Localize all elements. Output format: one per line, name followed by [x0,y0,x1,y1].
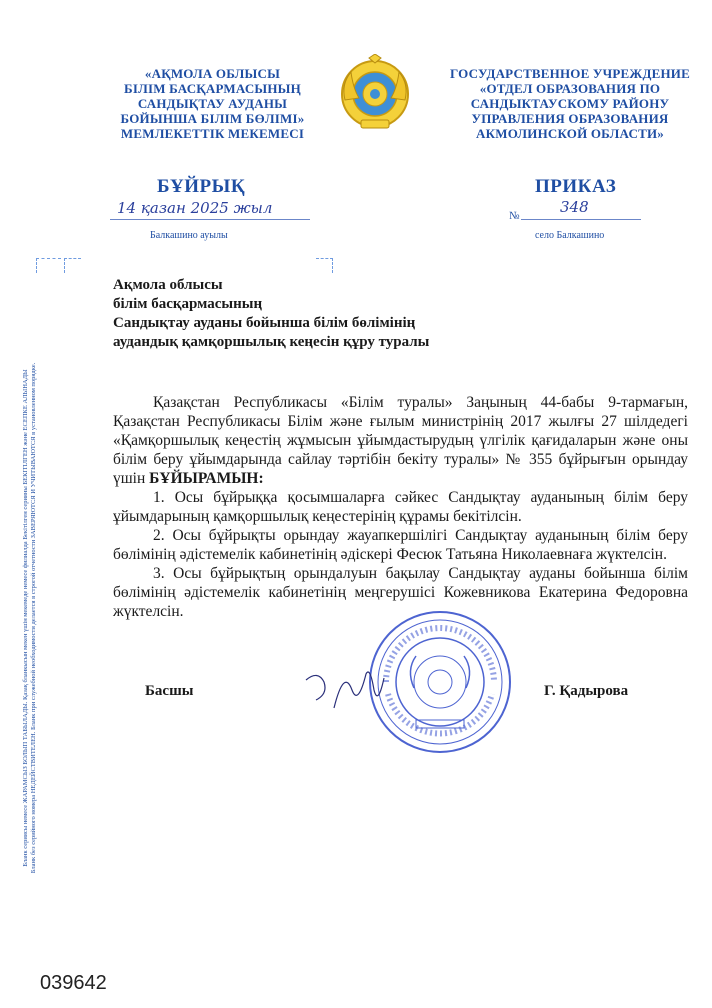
side-note-line: Бланк без серийного номера НЕДЕЙСТВИТЕЛЕН. Бланк при служебной необходимости делается в строгой отчетности ЗАВЕРЯЮТСЯ И УЧИТЫВАЮТСЯ в установленном порядке. [30,362,37,874]
date-underline [110,219,310,220]
corner-mark [64,258,81,273]
corner-mark [36,258,61,273]
corner-mark [316,258,333,273]
header-ru-line: «ОТДЕЛ ОБРАЗОВАНИЯ ПО [479,81,661,96]
order-item: 1. Осы бұйрыққа қосымшаларға сәйкес Сандықтау ауданының білім беру ұйымдарының қамқоршылық кеңестерінің құрамы бекітілсін. [113,489,688,525]
number-underline [521,219,641,220]
blank-side-note [22,298,38,938]
place-kz: Балкашино ауылы [150,230,228,241]
preamble-paragraph [113,393,688,488]
subject-line: аудандық қамқоршылық кеңесін құру туралы [113,334,430,350]
preamble-text: Қазақстан Республикасы «Білім туралы» Заңының 44-бабы 9-тармағын, Қазақстан Республикасы Білім және ғылым министрінің 2017 жылғы 27 шілдедегі «Қамқоршылық кеңестің жұмысын ұйымдастырудың үлгілік қағидаларын және оны білім беру ұйымдарында сайлау тәртібін бекіту туралы» № 355 бұйрығын орындау үшін [113,394,688,487]
number-prefix: № [509,210,520,222]
subject-line: Ақмола облысы [113,277,223,293]
header-kz-line: БОЙЫНША БІЛІМ БӨЛІМІ» [120,111,305,126]
order-item: 3. Осы бұйрықтың орындалуын бақылау Сандықтау ауданы бойынша білім бөлімінің әдістемелік кабинетінің меңгерушісі Кожевникова Екатерина Федоровна жүктелсін. [113,565,688,620]
header-ru-line: УПРАВЛЕНИЯ ОБРАЗОВАНИЯ [471,111,669,126]
order-title-kz: БҰЙРЫҚ [157,176,246,197]
order-number: 348 [560,198,589,216]
blank-serial-number: 039642 [40,972,107,994]
header-kz-line: БІЛІМ БАСҚАРМАСЫНЫҢ [124,81,301,96]
header-kz-line: МЕМЛЕКЕТТІК МЕКЕМЕСІ [120,126,305,141]
signatory-position: Басшы [145,683,194,699]
order-body [113,393,688,621]
order-word: БҰЙЫРАМЫН: [149,470,264,487]
order-subject [113,276,429,352]
subject-line: Сандықтау ауданы бойынша білім бөлімінің [113,315,416,331]
header-ru-line: САНДЫКТАУСКОМУ РАЙОНУ [470,96,670,111]
side-note-line: Бланк сериясы немесе ЖАРАМСЫЗ БОЛЫП ТАБЫЛАДЫ. Қазақ бланкысын мекен үшін мекемеде немесе филиалда Бекітілген серияны БЕКІТІЛГЕН және ЕСЕПКЕ АЛЫНАДЫ [22,369,29,867]
state-emblem-icon [339,54,411,136]
header-ru-line: ГОСУДАРСТВЕННОЕ УЧРЕЖДЕНИЕ [449,66,690,81]
header-ru [440,66,700,141]
subject-line: білім басқармасының [113,296,263,312]
order-title-ru: ПРИКАЗ [535,176,617,197]
header-kz-line: САНДЫҚТАУ АУДАНЫ [137,96,288,111]
order-date: 14 қазан 2025 жыл [117,199,273,217]
order-item: 2. Осы бұйрықты орындау жауапкершілігі Сандықтау ауданының білім беру бөлімінің әдістемелік кабинетінің әдіскері Фесюк Татьяна Николаевнаға жүктелсін. [113,527,688,563]
header-ru-line: АКМОЛИНСКОЙ ОБЛАСТИ» [476,126,664,141]
place-ru: село Балкашино [535,230,605,241]
header-kz [100,66,325,141]
signatory-name: Г. Қадырова [544,683,629,699]
header-kz-line: «АҚМОЛА ОБЛЫСЫ [144,66,281,81]
handwritten-signature-icon [300,660,410,715]
